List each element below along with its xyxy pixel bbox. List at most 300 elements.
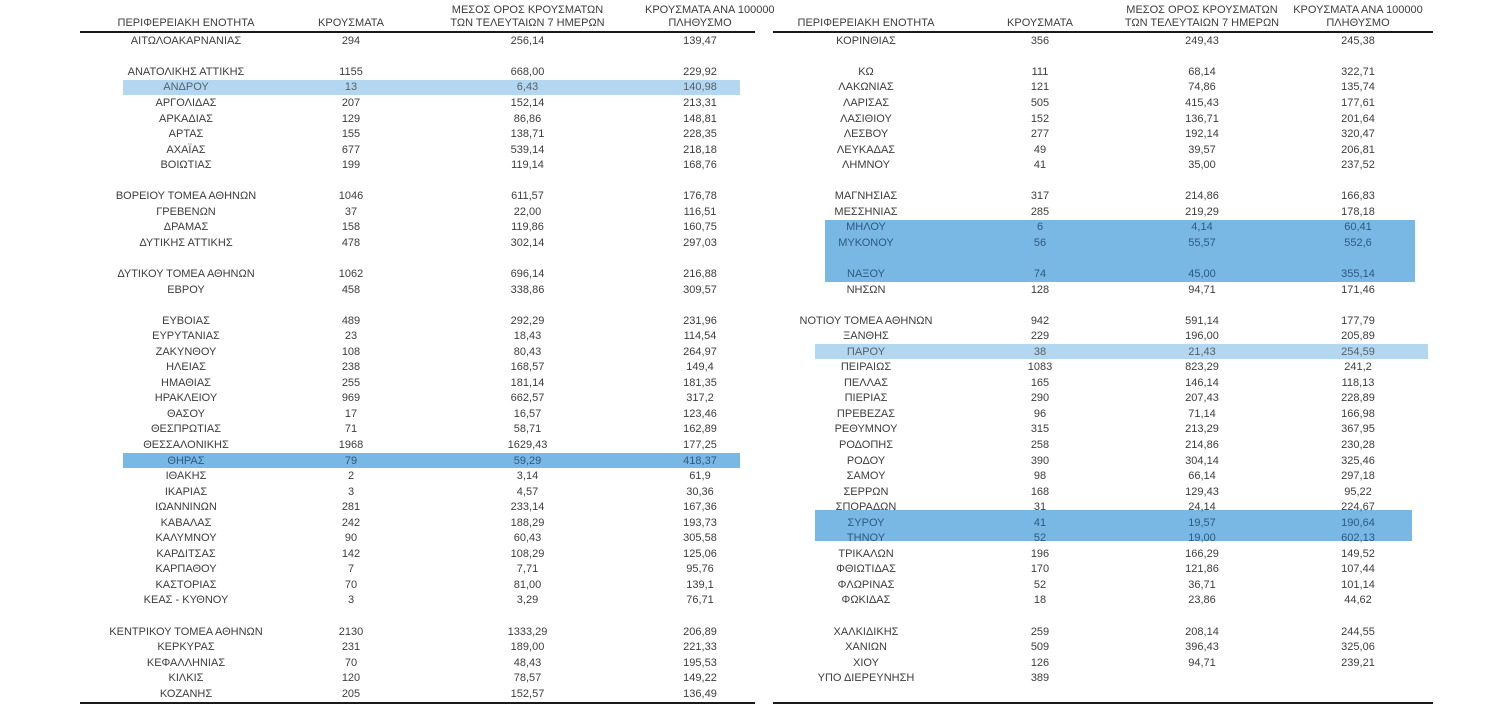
avg7-cell: 591,14: [1185, 314, 1219, 327]
avg7-cell: 74,86: [1188, 81, 1216, 94]
per100k-cell: 167,36: [683, 501, 717, 514]
table-row: [773, 282, 1433, 298]
per100k-cell: 317,2: [686, 392, 714, 405]
table-row: [773, 33, 1433, 49]
cases-cell: 478: [341, 236, 361, 249]
avg7-cell: 136,71: [1185, 112, 1219, 125]
cases-cell: 1155: [339, 65, 363, 78]
region-cell: ΒΟΙΩΤΙΑΣ: [160, 159, 212, 172]
cases-cell: 2130: [338, 625, 364, 638]
table-row: [773, 142, 1433, 158]
cases-cell: 356: [1030, 34, 1050, 47]
avg7-cell: 146,14: [1185, 376, 1219, 389]
cases-cell: 74: [1033, 267, 1047, 280]
avg7-cell: 196,00: [1185, 330, 1219, 343]
per100k-cell: 602,13: [1341, 532, 1375, 545]
table-row: [773, 80, 1433, 96]
per100k-cell: 206,81: [1341, 143, 1375, 156]
cases-cell: 199: [341, 159, 361, 172]
cases-cell: 258: [1030, 438, 1050, 451]
table-row: [80, 422, 755, 438]
avg7-cell: 121,86: [1185, 563, 1219, 576]
per100k-cell: 140,98: [683, 81, 717, 94]
avg7-cell: 119,86: [511, 221, 544, 234]
per100k-cell: 297,18: [1341, 470, 1375, 483]
cases-cell: 31: [1033, 501, 1047, 514]
avg7-cell: 415,43: [1185, 96, 1219, 109]
table-row: [80, 95, 755, 111]
table-row: [773, 531, 1433, 547]
cases-cell: 17: [344, 407, 358, 420]
region-cell: ΧΙΟΥ: [853, 656, 879, 669]
per100k-cell: 123,46: [683, 407, 717, 420]
table-row: [80, 391, 755, 407]
avg7-cell: 60,43: [513, 532, 542, 545]
region-cell: ΚΑΒΑΛΑΣ: [160, 516, 212, 529]
region-cell: ΧΑΛΚΙΔΙΚΗΣ: [833, 625, 899, 638]
per100k-cell: 177,25: [683, 438, 717, 451]
cases-cell: 52: [1033, 578, 1047, 591]
cases-cell: 285: [1030, 205, 1050, 218]
per100k-cell: 178,18: [1341, 205, 1375, 218]
cases-cell: 49: [1033, 143, 1047, 156]
table-row: [80, 359, 755, 375]
per100k-cell: 139,47: [683, 34, 717, 47]
table-row: [773, 437, 1433, 453]
region-cell: ΞΑΝΘΗΣ: [843, 330, 889, 343]
per100k-cell: 355,14: [1341, 267, 1375, 280]
table-row: [80, 111, 755, 127]
avg7-cell: 188,29: [510, 516, 545, 529]
table-row: [773, 313, 1433, 329]
table-row: [80, 515, 755, 531]
per100k-cell: 135,74: [1341, 81, 1375, 94]
region-cell: ΔΡΑΜΑΣ: [163, 221, 209, 234]
region-cell: ΑΡΤΑΣ: [168, 128, 204, 141]
table-row: [773, 546, 1433, 562]
table-row: [80, 406, 755, 422]
cases-cell: 79: [344, 454, 358, 467]
region-cell: ΥΠΟ ΔΙΕΡΕΥΝΗΣΗ: [817, 672, 915, 685]
table-row: [773, 173, 1433, 189]
cases-cell: 142: [341, 547, 361, 560]
cases-cell: 155: [341, 128, 361, 141]
per100k-cell: 264,97: [683, 345, 717, 358]
per100k-cell: 297,03: [683, 236, 717, 249]
avg7-cell: 168,57: [510, 361, 545, 374]
avg7-cell: 302,14: [510, 236, 545, 249]
table-body: [773, 33, 1433, 704]
region-cell: ΚΑΛΥΜΝΟΥ: [155, 532, 217, 545]
region-cell: ΘΕΣΣΑΛΟΝΙΚΗΣ: [143, 438, 229, 451]
cases-cell: 969: [341, 392, 361, 405]
avg7-cell: 24,14: [1188, 501, 1216, 514]
region-cell: ΑΙΤΩΛΟΑΚΑΡΝΑΝΙΑΣ: [130, 34, 242, 47]
cases-cell: 259: [1030, 625, 1050, 638]
table-row: [80, 562, 755, 578]
table-row: [80, 639, 755, 655]
header-avg7-line2: ΤΩΝ ΤΕΛΕΥΤΑΙΩΝ 7 ΗΜΕΡΩΝ: [450, 16, 605, 29]
table-row: [80, 344, 755, 360]
cases-cell: 317: [1030, 190, 1050, 203]
cases-cell: 238: [341, 361, 361, 374]
table-row: [80, 593, 755, 609]
per100k-cell: 552,6: [1344, 236, 1372, 249]
region-cell: ΚΟΖΑΝΗΣ: [159, 687, 213, 700]
table-row: [773, 157, 1433, 173]
region-cell: ΠΕΙΡΑΙΩΣ: [840, 361, 892, 374]
table-row: [773, 111, 1433, 127]
cases-cell: 315: [1030, 423, 1050, 436]
cases-cell: 2: [347, 470, 355, 483]
table-row: [773, 204, 1433, 220]
avg7-cell: 45,00: [1188, 267, 1216, 280]
region-cell: ΛΑΣΙΘΙΟΥ: [840, 112, 892, 125]
region-cell: ΜΑΓΝΗΣΙΑΣ: [834, 190, 898, 203]
avg7-cell: 7,71: [516, 563, 539, 576]
region-cell: ΚΑΣΤΟΡΙΑΣ: [155, 578, 217, 591]
avg7-cell: 19,57: [1188, 516, 1216, 529]
cases-cell: 18: [1033, 594, 1047, 607]
cases-cell: 41: [1033, 159, 1047, 172]
per100k-cell: 325,46: [1341, 454, 1375, 467]
table-row: [773, 484, 1433, 500]
cases-cell: 390: [1030, 454, 1050, 467]
region-cell: ΚΕΦΑΛΛΗΝΙΑΣ: [146, 656, 226, 669]
region-cell: ΕΒΡΟΥ: [167, 283, 205, 296]
per100k-cell: 76,71: [686, 594, 714, 607]
cases-cell: 108: [341, 345, 361, 358]
cases-cell: 129: [341, 112, 361, 125]
table-row: [80, 313, 755, 329]
region-cell: ΘΑΣΟΥ: [166, 407, 206, 420]
per100k-cell: 136,49: [683, 687, 717, 700]
cases-cell: 121: [1030, 81, 1050, 94]
avg7-cell: 86,86: [513, 112, 542, 125]
avg7-cell: 66,14: [1188, 470, 1216, 483]
region-cell: ΣΕΡΡΩΝ: [843, 485, 889, 498]
per100k-cell: 195,53: [683, 656, 717, 669]
region-cell: ΡΟΔΟΥ: [846, 454, 886, 467]
table-header: [80, 2, 775, 33]
table-row: [773, 220, 1433, 236]
table-row: [773, 686, 1433, 702]
table-row: [80, 670, 755, 686]
table-row: [80, 251, 755, 267]
region-cell: ΚΕΑΣ - ΚΥΘΝΟΥ: [143, 594, 229, 607]
table-row: [80, 126, 755, 142]
table-row: [80, 173, 755, 189]
per100k-cell: 230,28: [1341, 438, 1375, 451]
region-cell: ΦΩΚΙΔΑΣ: [841, 594, 891, 607]
avg7-cell: 304,14: [1185, 454, 1219, 467]
header-cases: ΚΡΟΥΣΜΑΤΑ: [1007, 16, 1073, 29]
region-cell: ΣΠΟΡΑΔΩΝ: [835, 501, 897, 514]
avg7-cell: 138,71: [510, 128, 545, 141]
table-row: [773, 49, 1433, 65]
per100k-cell: 221,33: [683, 641, 717, 654]
cases-cell: 41: [1033, 516, 1047, 529]
cases-cell: 458: [341, 283, 361, 296]
region-cell: ΝΟΤΙΟΥ ΤΟΜΕΑ ΑΘΗΝΩΝ: [799, 314, 933, 327]
per100k-cell: 30,36: [686, 485, 714, 498]
per100k-cell: 125,06: [683, 547, 717, 560]
cases-cell: 294: [341, 34, 361, 47]
per100k-cell: 177,61: [1341, 96, 1375, 109]
region-cell: ΗΜΑΘΙΑΣ: [161, 376, 211, 389]
cases-cell: 505: [1030, 96, 1050, 109]
avg7-cell: 22,00: [513, 205, 542, 218]
cases-cell: 13: [344, 81, 358, 94]
cases-cell: 70: [344, 578, 358, 591]
header-cases: ΚΡΟΥΣΜΑΤΑ: [318, 16, 384, 29]
region-cell: ΛΕΥΚΑΔΑΣ: [836, 143, 896, 156]
per100k-cell: 241,2: [1344, 361, 1372, 374]
region-cell: ΑΡΓΟΛΙΔΑΣ: [155, 96, 217, 109]
region-cell: ΑΡΚΑΔΙΑΣ: [159, 112, 213, 125]
region-cell: ΚΑΡΠΑΘΟΥ: [155, 563, 217, 576]
table-row: [80, 157, 755, 173]
table-row: [80, 64, 755, 80]
cases-cell: 90: [344, 532, 358, 545]
per100k-cell: 160,75: [683, 221, 717, 234]
cases-table-right: [773, 2, 1433, 704]
cases-cell: 389: [1030, 672, 1050, 685]
table-row: [80, 484, 755, 500]
avg7-cell: 18,43: [513, 330, 542, 343]
table-row: [80, 655, 755, 671]
per100k-cell: 228,35: [683, 128, 717, 141]
header-per100k-line1: ΚΡΟΥΣΜΑΤΑ ΑΝΑ 100000: [645, 4, 775, 16]
avg7-cell: 3,29: [516, 594, 539, 607]
avg7-cell: 108,29: [510, 547, 545, 560]
region-cell: ΡΟΔΟΠΗΣ: [838, 438, 894, 451]
table-row: [80, 188, 755, 204]
avg7-cell: 219,29: [1185, 205, 1219, 218]
table-row: [773, 391, 1433, 407]
per100k-cell: 149,52: [1341, 547, 1375, 560]
region-cell: ΓΡΕΒΕΝΩΝ: [156, 205, 216, 218]
table-row: [80, 546, 755, 562]
cases-cell: 1062: [338, 267, 364, 280]
cases-cell: 98: [1033, 470, 1047, 483]
region-cell: ΘΕΣΠΡΩΤΙΑΣ: [150, 423, 222, 436]
table-row: [773, 126, 1433, 142]
region-cell: ΙΩΑΝΝΙΝΩΝ: [155, 501, 217, 514]
cases-cell: 231: [341, 641, 361, 654]
region-cell: ΚΟΡΙΝΘΙΑΣ: [836, 34, 896, 47]
avg7-cell: 152,57: [510, 687, 545, 700]
highlight-bar: [825, 251, 1415, 267]
avg7-cell: 94,71: [1188, 656, 1216, 669]
region-cell: ΦΛΩΡΙΝΑΣ: [837, 578, 895, 591]
avg7-cell: 4,14: [1191, 221, 1213, 234]
region-cell: ΜΥΚΟΝΟΥ: [838, 236, 894, 249]
per100k-cell: 139,1: [686, 578, 714, 591]
cases-cell: 196: [1030, 547, 1050, 560]
cases-table-left: [80, 2, 775, 704]
avg7-cell: 21,43: [1188, 345, 1216, 358]
per100k-cell: 149,4: [686, 361, 714, 374]
cases-cell: 158: [341, 221, 361, 234]
table-row: [773, 639, 1433, 655]
cases-cell: 3: [347, 485, 355, 498]
avg7-cell: 662,57: [510, 392, 545, 405]
per100k-cell: 95,22: [1344, 485, 1372, 498]
region-cell: ΔΥΤΙΚΟΥ ΤΟΜΕΑ ΑΘΗΝΩΝ: [117, 267, 255, 280]
header-per100k-line2: ΠΛΗΘΥΣΜΟ: [668, 16, 732, 29]
table-row: [773, 344, 1433, 360]
avg7-cell: 189,00: [510, 641, 545, 654]
cases-cell: 96: [1033, 407, 1047, 420]
avg7-cell: 35,00: [1188, 159, 1216, 172]
avg7-cell: 233,14: [510, 501, 545, 514]
table-row: [80, 328, 755, 344]
avg7-cell: 119,14: [511, 159, 544, 172]
header-per100k: [1283, 4, 1433, 29]
table-row: [773, 422, 1433, 438]
table-row: [80, 220, 755, 236]
region-cell: ΠΙΕΡΙΑΣ: [844, 392, 888, 405]
region-cell: ΕΥΒΟΙΑΣ: [162, 314, 210, 327]
cases-cell: 290: [1030, 392, 1050, 405]
avg7-cell: 3,14: [516, 470, 539, 483]
avg7-cell: 207,43: [1185, 392, 1219, 405]
table-row: [80, 142, 755, 158]
avg7-cell: 214,86: [1185, 438, 1219, 451]
avg7-cell: 59,29: [513, 454, 542, 467]
table-row: [773, 235, 1433, 251]
table-row: [773, 328, 1433, 344]
region-cell: ΣΑΜΟΥ: [846, 470, 886, 483]
avg7-cell: 129,43: [1185, 485, 1219, 498]
avg7-cell: 396,43: [1185, 641, 1219, 654]
per100k-cell: 244,55: [1341, 625, 1375, 638]
per100k-cell: 162,89: [683, 423, 717, 436]
table-row: [773, 266, 1433, 282]
region-cell: ΛΗΜΝΟΥ: [842, 159, 890, 172]
region-cell: ΑΧΑΪΑΣ: [166, 143, 206, 156]
table-row: [773, 359, 1433, 375]
region-cell: ΖΑΚΥΝΘΟΥ: [155, 345, 217, 358]
header-avg7-line2: ΤΩΝ ΤΕΛΕΥΤΑΙΩΝ 7 ΗΜΕΡΩΝ: [1124, 16, 1280, 29]
table-row: [80, 608, 755, 624]
per100k-cell: 367,95: [1341, 423, 1375, 436]
avg7-cell: 152,14: [510, 96, 545, 109]
table-row: [773, 655, 1433, 671]
per100k-cell: 224,67: [1341, 501, 1375, 514]
region-cell: ΘΗΡΑΣ: [167, 454, 205, 467]
cases-cell: 281: [341, 501, 361, 514]
region-cell: ΜΗΛΟΥ: [846, 221, 886, 234]
table-row: [80, 282, 755, 298]
cases-cell: 242: [341, 516, 361, 529]
avg7-cell: 80,43: [513, 345, 542, 358]
table-row: [773, 577, 1433, 593]
cases-cell: 6: [1036, 221, 1044, 234]
cases-cell: 207: [341, 96, 361, 109]
table-row: [773, 406, 1433, 422]
cases-cell: 23: [344, 330, 358, 343]
avg7-cell: 256,14: [510, 34, 545, 47]
region-cell: ΧΑΝΙΩΝ: [845, 641, 887, 654]
region-cell: ΑΝΑΤΟΛΙΚΗΣ ΑΤΤΙΚΗΣ: [127, 65, 245, 78]
region-cell: ΛΑΚΩΝΙΑΣ: [838, 81, 894, 94]
cases-cell: 277: [1030, 128, 1050, 141]
avg7-cell: 338,86: [510, 283, 545, 296]
per100k-cell: 181,35: [683, 376, 717, 389]
header-region: ΠΕΡΙΦΕΡΕΙΑΚΗ ΕΝΟΤΗΤΑ: [117, 16, 255, 29]
table-row: [80, 204, 755, 220]
table-row: [773, 375, 1433, 391]
avg7-cell: 78,57: [513, 672, 542, 685]
table-row: [773, 515, 1433, 531]
per100k-cell: 168,76: [683, 159, 717, 172]
avg7-cell: 192,14: [1185, 128, 1219, 141]
per100k-cell: 320,47: [1341, 128, 1375, 141]
table-row: [80, 453, 755, 469]
table-row: [80, 531, 755, 547]
header-avg7-line1: ΜΕΣΟΣ ΟΡΟΣ ΚΡΟΥΣΜΑΤΩΝ: [1126, 4, 1278, 16]
region-cell: ΝΗΣΩΝ: [846, 283, 886, 296]
per100k-cell: 148,81: [683, 112, 717, 125]
header-region: ΠΕΡΙΦΕΡΕΙΑΚΗ ΕΝΟΤΗΤΑ: [797, 16, 935, 29]
per100k-cell: 44,62: [1344, 594, 1372, 607]
per100k-cell: 229,92: [683, 65, 717, 78]
region-cell: ΤΡΙΚΑΛΩΝ: [838, 547, 894, 560]
avg7-cell: 94,71: [1188, 283, 1216, 296]
table-row: [80, 624, 755, 640]
table-header: [773, 2, 1433, 33]
region-cell: ΒΟΡΕΙΟΥ ΤΟΜΕΑ ΑΘΗΝΩΝ: [115, 190, 257, 203]
avg7-cell: 81,00: [513, 578, 542, 591]
per100k-cell: 206,89: [683, 625, 717, 638]
avg7-cell: 696,14: [510, 267, 545, 280]
cases-cell: 509: [1030, 641, 1050, 654]
cases-cell: 942: [1030, 314, 1050, 327]
avg7-cell: 55,57: [1188, 236, 1216, 249]
per100k-cell: 116,51: [683, 205, 717, 218]
avg7-cell: 249,43: [1185, 34, 1219, 47]
per100k-cell: 218,18: [683, 143, 717, 156]
per100k-cell: 60,41: [1344, 221, 1372, 234]
region-cell: ΗΛΕΙΑΣ: [166, 361, 206, 374]
region-cell: ΗΡΑΚΛΕΙΟΥ: [154, 392, 218, 405]
per100k-cell: 305,58: [683, 532, 717, 545]
header-per100k-line1: ΚΡΟΥΣΜΑΤΑ ΑΝΑ 100000: [1293, 4, 1423, 16]
avg7-cell: 68,14: [1188, 65, 1216, 78]
avg7-cell: 539,14: [510, 143, 545, 156]
avg7-cell: 214,86: [1185, 190, 1219, 203]
region-cell: ΝΑΞΟΥ: [847, 267, 885, 280]
per100k-cell: 149,22: [683, 672, 717, 685]
region-cell: ΣΥΡΟΥ: [847, 516, 885, 529]
avg7-cell: 36,71: [1188, 578, 1216, 591]
region-cell: ΛΕΣΒΟΥ: [843, 128, 889, 141]
region-cell: ΚΕΝΤΡΙΚΟΥ ΤΟΜΕΑ ΑΘΗΝΩΝ: [109, 625, 263, 638]
avg7-cell: 19,00: [1188, 532, 1216, 545]
cases-cell: 170: [1030, 563, 1050, 576]
cases-cell: 229: [1030, 330, 1050, 343]
per100k-cell: 61,9: [689, 470, 711, 483]
cases-cell: 70: [344, 656, 358, 669]
per100k-cell: 322,71: [1341, 65, 1375, 78]
table-row: [80, 686, 755, 702]
cases-cell: 255: [341, 376, 361, 389]
region-cell: ΕΥΡΥΤΑΝΙΑΣ: [152, 330, 220, 343]
per100k-cell: 205,89: [1341, 330, 1375, 343]
per100k-cell: 176,78: [683, 190, 717, 203]
